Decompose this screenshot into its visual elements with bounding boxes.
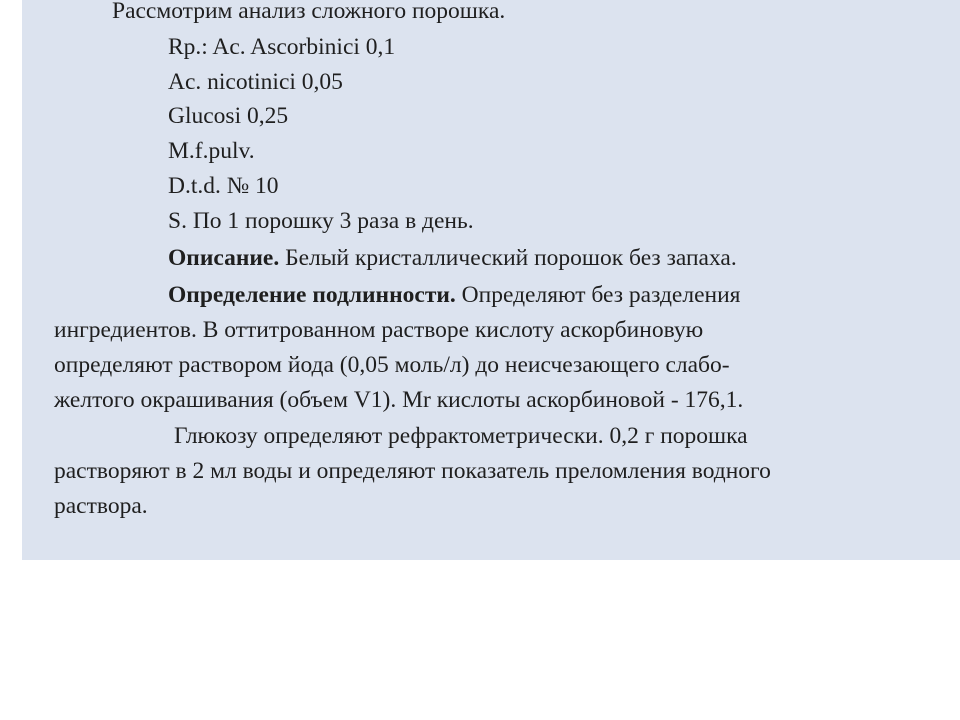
description-text: Белый кристаллический порошок без запаха.: [279, 245, 737, 271]
recipe-rp-line: Rp.: Ac. Ascorbinici 0,1: [168, 34, 396, 60]
glucose-method-line-2: растворяют в 2 мл воды и определяют показатель преломления водного: [54, 458, 771, 484]
identity-line-2: ингредиентов. В оттитрованном растворе кислоту аскорбиновую: [54, 317, 704, 343]
description-label: Описание.: [168, 245, 280, 271]
identity-line-3: определяют раствором йода (0,05 моль/л) до неисчезающего слабо-: [54, 352, 730, 378]
identity-label: Определение подлинности.: [168, 282, 456, 308]
identity-line-4: желтого окрашивания (объем V1). Mr кислоты аскорбиновой - 176,1.: [54, 387, 744, 413]
identity-line-1: [168, 278, 740, 314]
slide-content-panel: [22, 0, 960, 560]
glucose-method-line-1: Глюкозу определяют рефрактометрически. 0,2 г порошка: [174, 423, 748, 449]
recipe-nicotinic-line: Ac. nicotinici 0,05: [168, 69, 343, 95]
recipe-dtd-line: D.t.d. № 10: [168, 173, 279, 199]
description-line: [168, 241, 737, 277]
recipe-mfpulv-line: M.f.pulv.: [168, 138, 255, 164]
recipe-glucose-line: Glucosi 0,25: [168, 103, 289, 129]
recipe-signa-line: S. По 1 порошку 3 раза в день.: [168, 208, 474, 234]
intro-line: Рассмотрим анализ сложного порошка.: [112, 0, 506, 24]
identity-line1-rest: Определяют без разделения: [455, 282, 741, 308]
glucose-method-line-3: раствора.: [54, 493, 148, 519]
